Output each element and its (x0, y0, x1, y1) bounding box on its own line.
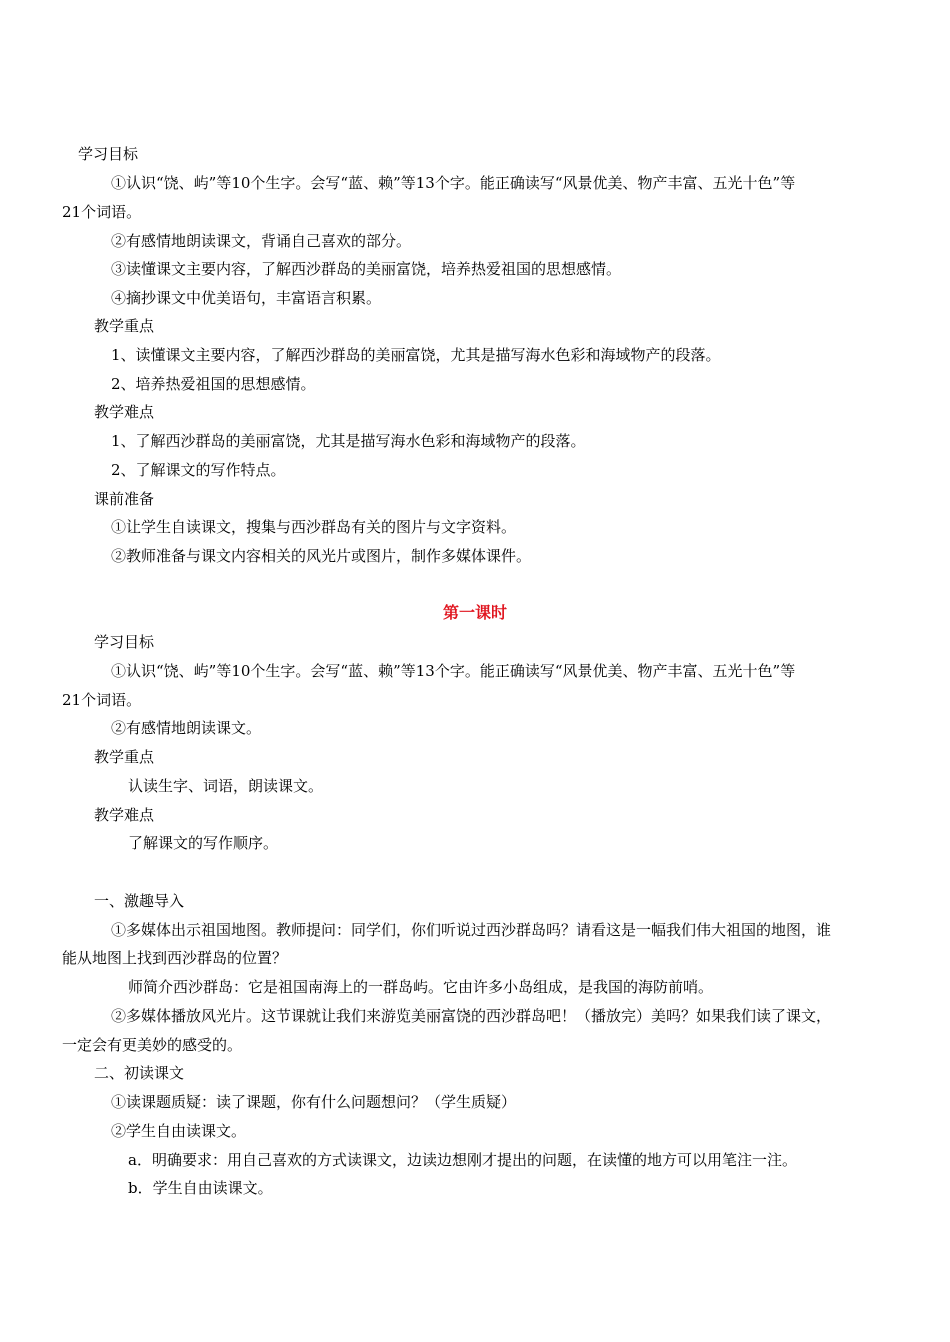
step-2-item-a: a．明确要求：用自己喜欢的方式读课文，边读边想刚才提出的问题，在读懂的地方可以用笔注一注。 (128, 1151, 797, 1169)
lesson-difficulty: 了解课文的写作顺序。 (128, 834, 279, 852)
lesson-goal-1-line-2: 21个词语。 (62, 691, 142, 709)
goal-2: ②有感情地朗读课文，背诵自己喜欢的部分。 (111, 232, 412, 250)
step-1-paragraph-2: 师简介西沙群岛：它是祖国南海上的一群岛屿。它由许多小岛组成，是我国的海防前哨。 (128, 978, 714, 996)
prep-1: ①让学生自读课文，搜集与西沙群岛有关的图片与文字资料。 (111, 518, 517, 536)
prep-2: ②教师准备与课文内容相关的风光片或图片，制作多媒体课件。 (111, 547, 532, 565)
focus-2: 2、培养热爱祖国的思想感情。 (111, 375, 316, 393)
lesson-goal-1-line-1: ①认识“饶、屿”等10个生字。会写“蓝、赖”等13个字。能正确读写“风景优美、物产丰富、五光十色”等 (111, 662, 796, 680)
goal-1-line-2: 21个词语。 (62, 203, 142, 221)
lesson-goals-heading: 学习目标 (94, 633, 155, 651)
lesson-goal-2: ②有感情地朗读课文。 (111, 719, 262, 737)
lesson-difficulty-heading: 教学难点 (94, 806, 155, 824)
step-2-paragraph-2: ②学生自由读课文。 (111, 1122, 247, 1140)
prep-heading: 课前准备 (94, 490, 155, 508)
step-1-paragraph-3-line-2: 一定会有更美妙的感受的。 (62, 1036, 243, 1054)
step-1-heading: 一、激趣导入 (94, 892, 185, 910)
difficulty-1: 1、了解西沙群岛的美丽富饶，尤其是描写海水色彩和海域物产的段落。 (111, 432, 586, 450)
goal-4: ④摘抄课文中优美语句，丰富语言积累。 (111, 289, 382, 307)
lesson-focus-heading: 教学重点 (94, 748, 155, 766)
step-2-paragraph-1: ①读课题质疑：读了课题，你有什么问题想问？（学生质疑） (111, 1093, 517, 1111)
step-1-paragraph-1-line-1: ①多媒体出示祖国地图。教师提问：同学们，你们听说过西沙群岛吗？请看这是一幅我们伟大祖国的地图，谁 (111, 921, 832, 939)
goals-heading: 学习目标 (78, 145, 139, 163)
lesson-title: 第一课时 (442, 603, 507, 622)
focus-1: 1、读懂课文主要内容，了解西沙群岛的美丽富饶，尤其是描写海水色彩和海域物产的段落。 (111, 346, 721, 364)
step-2-item-b: b．学生自由读课文。 (128, 1179, 273, 1197)
step-1-paragraph-1-line-2: 能从地图上找到西沙群岛的位置？ (62, 949, 288, 967)
difficulty-2: 2、了解课文的写作特点。 (111, 461, 286, 479)
step-2-heading: 二、初读课文 (94, 1064, 185, 1082)
lesson-focus: 认读生字、词语，朗读课文。 (128, 777, 324, 795)
goal-1-line-1: ①认识“饶、屿”等10个生字。会写“蓝、赖”等13个字。能正确读写“风景优美、物产丰富、五光十色”等 (111, 174, 796, 192)
step-1-paragraph-3-line-1: ②多媒体播放风光片。这节课就让我们来游览美丽富饶的西沙群岛吧！（播放完）美吗？如果我们读了课文， (111, 1007, 832, 1025)
focus-heading: 教学重点 (94, 317, 155, 335)
difficulty-heading: 教学难点 (94, 403, 155, 421)
goal-3: ③读懂课文主要内容，了解西沙群岛的美丽富饶，培养热爱祖国的思想感情。 (111, 260, 622, 278)
